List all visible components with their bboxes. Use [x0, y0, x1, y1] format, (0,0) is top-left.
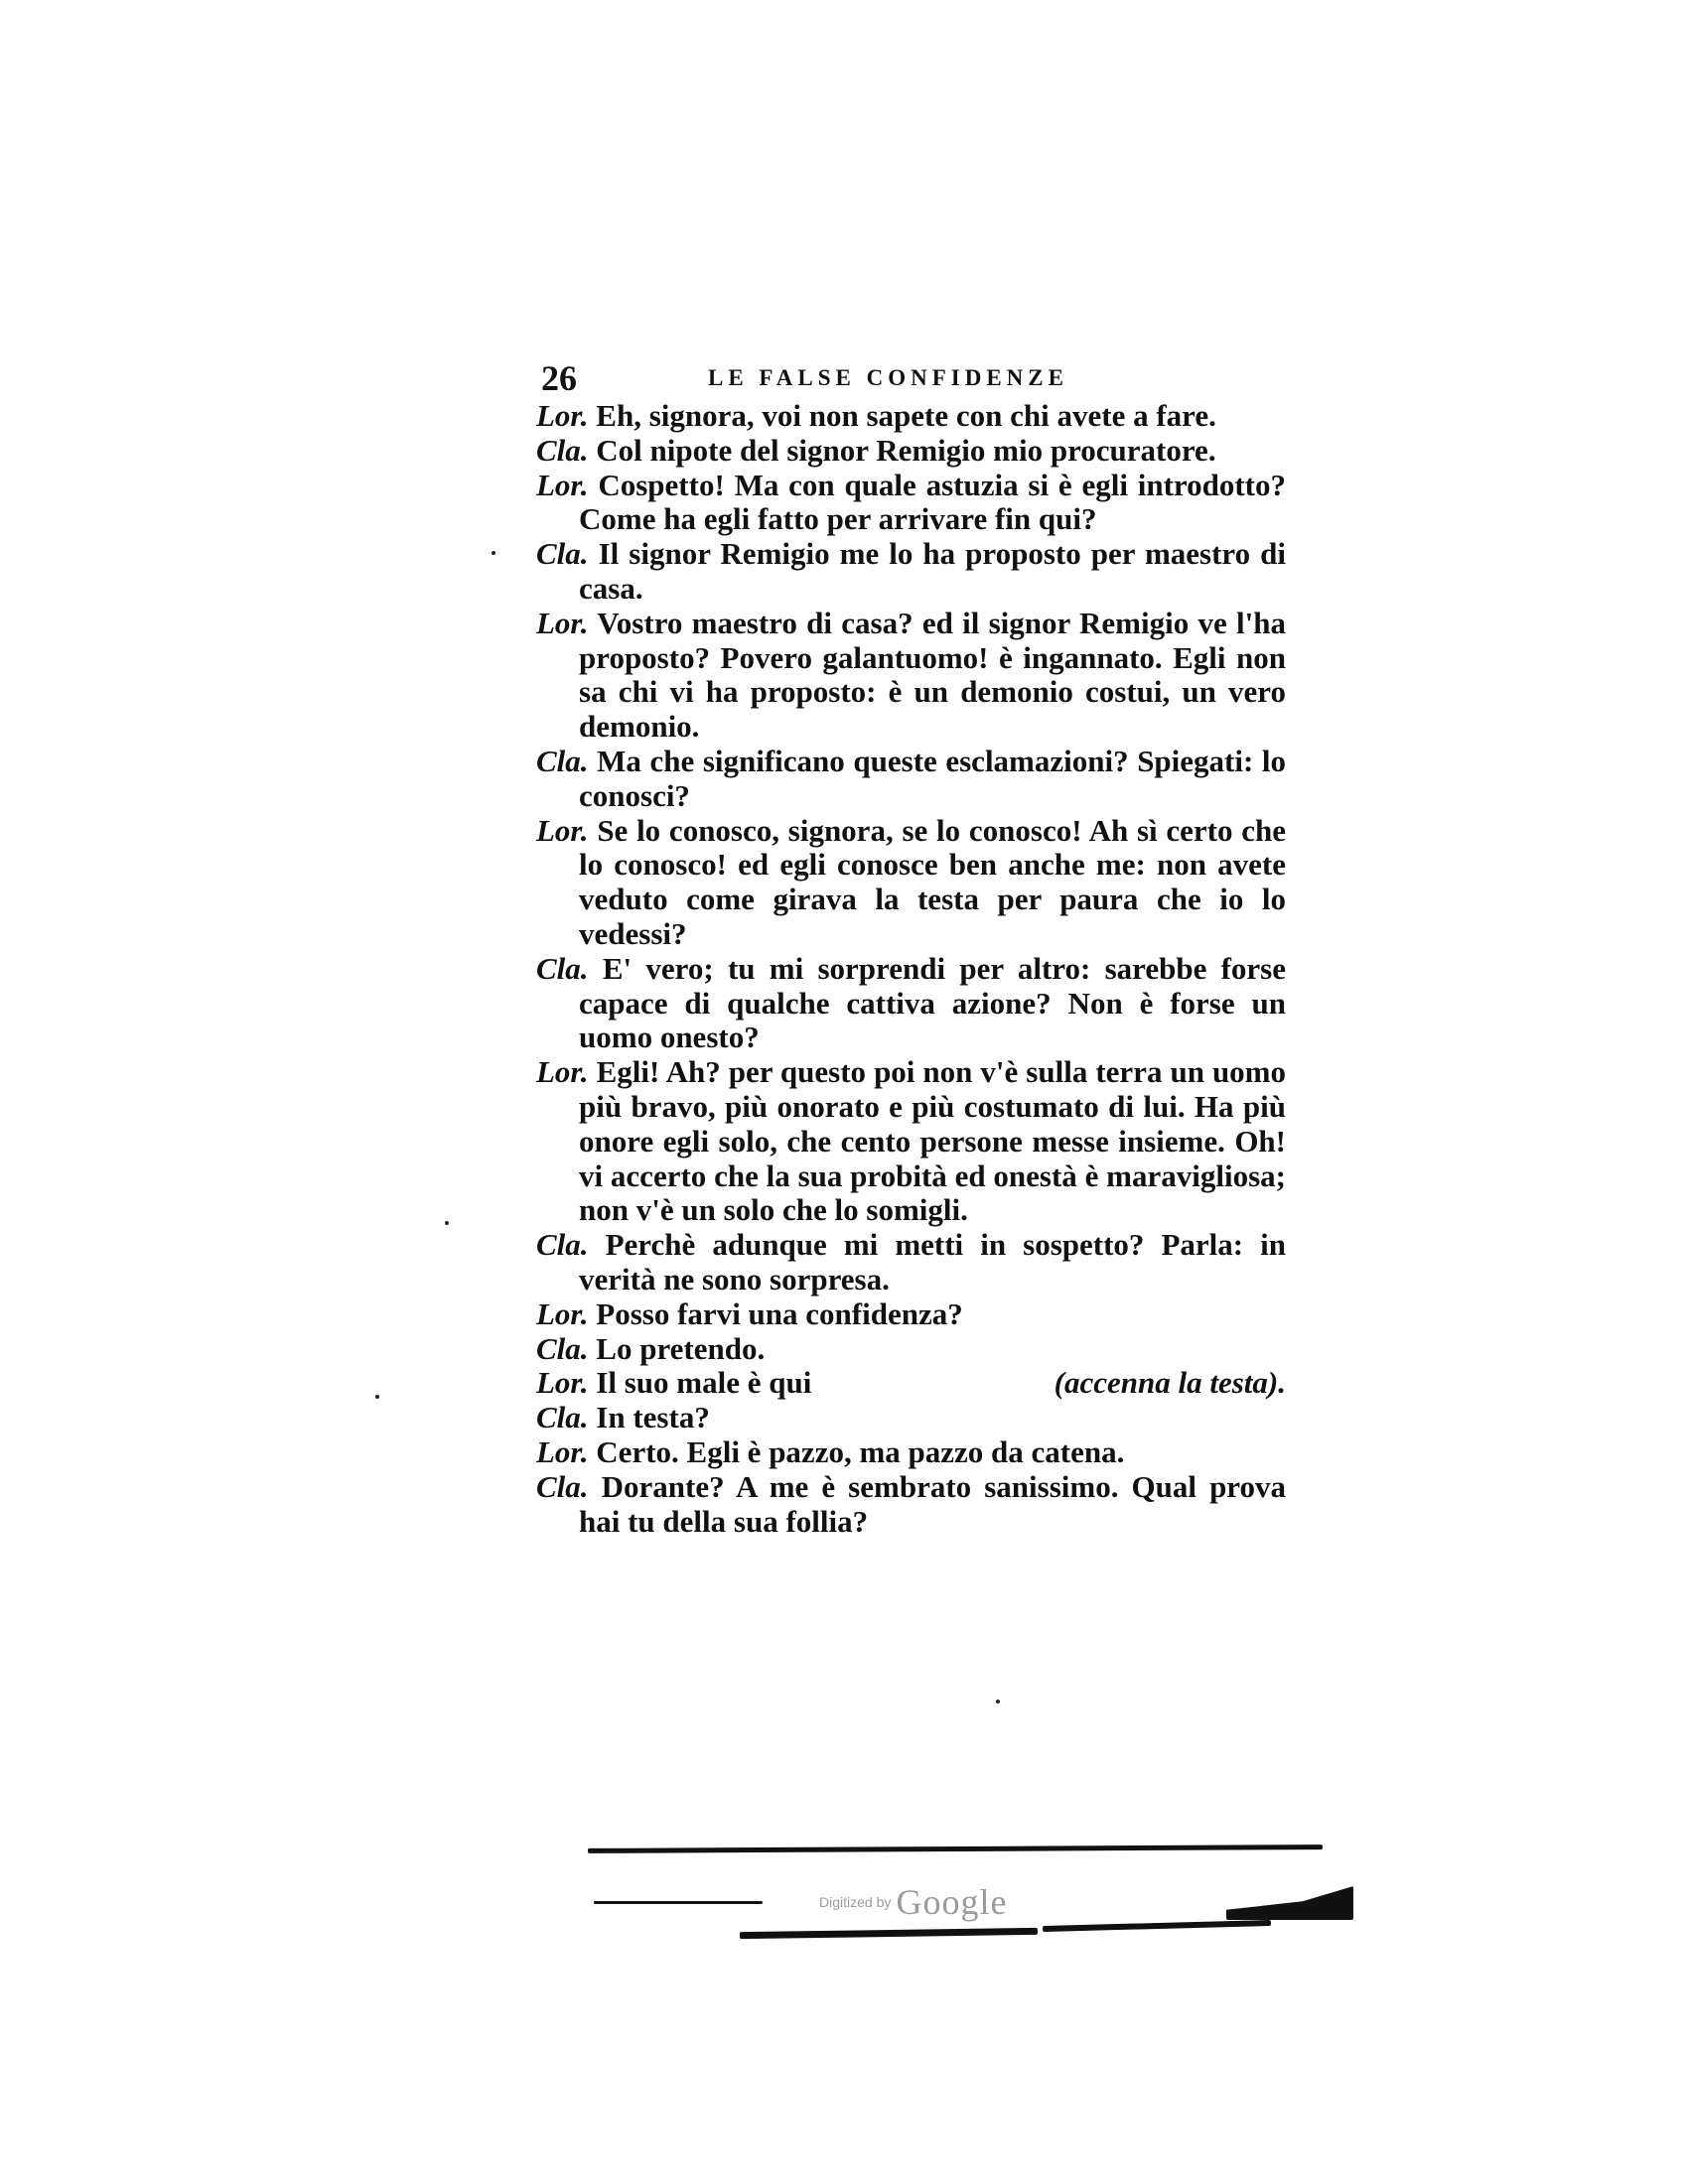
speech-text: Cospetto! Ma con quale astuzia si è egli introdotto? Come ha egli fatto per arrivare fin qui? [579, 467, 1287, 537]
footer-rule [740, 1928, 1038, 1939]
speech-text: Vostro maestro di casa? ed il signor Remigio ve l'ha proposto? Povero galantuomo! è ingannato. Egli non sa chi vi ha proposto: è un demonio costui, un vero demonio. [579, 605, 1286, 745]
speech-line [536, 537, 1286, 607]
digitized-brand: Google [896, 1882, 1008, 1922]
speaker-name: Lor. [536, 1433, 589, 1469]
speech-text: Posso farvi una confidenza? [596, 1296, 963, 1331]
speech-line [536, 1470, 1286, 1540]
stage-direction: (accenna la testa). [1054, 1365, 1286, 1401]
speaker-name: Cla. [536, 1400, 589, 1435]
scan-speck [445, 1221, 449, 1225]
speech-line [536, 1366, 1286, 1401]
speaker-name: Lor. [536, 467, 589, 502]
speech-line [536, 434, 1286, 469]
speech-line [536, 1435, 1286, 1470]
digitized-prefix: Digitized by [819, 1894, 892, 1910]
speech-line [536, 745, 1286, 814]
speaker-name: Cla. [536, 1227, 589, 1263]
speech-line [536, 1055, 1286, 1228]
running-head [541, 357, 1281, 397]
speech-text: E' vero; tu mi sorprendi per altro: sarebbe forse capace di qualche cattiva azione? Non è forse un uomo onesto? [579, 950, 1287, 1055]
speaker-name: Lor. [536, 1296, 589, 1331]
speech-line [536, 469, 1286, 538]
scan-speck [375, 1395, 379, 1399]
dialogue-text [536, 399, 1286, 1539]
speaker-name: Lor. [536, 1054, 589, 1090]
speech-text: Lo pretendo. [596, 1330, 766, 1366]
speech-text: Il suo male è qui [596, 1365, 812, 1401]
speaker-name: Cla. [536, 950, 589, 986]
footer-rule [1043, 1920, 1271, 1932]
speech-line [536, 607, 1286, 745]
speaker-name: Cla. [536, 536, 589, 572]
footer-rule [588, 1844, 1323, 1853]
running-title: LE FALSE CONFIDENZE [708, 365, 1068, 390]
speaker-name: Cla. [536, 1330, 589, 1366]
footer-rule [594, 1901, 763, 1904]
speech-text: Eh, signora, voi non sapete con chi avete a fare. [596, 398, 1216, 433]
scan-speck [996, 1700, 1000, 1704]
speech-line [536, 952, 1286, 1055]
speech-text: Se lo conosco, signora, se lo conosco! Ah sì certo che lo conosco! ed egli conosce ben anche me: non avete veduto come girava la testa per paura che io lo vedessi? [579, 812, 1287, 951]
speech-text: Il signor Remigio me lo ha proposto per maestro di casa. [579, 536, 1287, 606]
speaker-name: Lor. [536, 398, 589, 433]
speech-line [536, 399, 1286, 434]
page-number: 26 [541, 358, 577, 398]
digitized-watermark [819, 1881, 1048, 1927]
speech-text: Certo. Egli è pazzo, ma pazzo da catena. [596, 1433, 1125, 1469]
speaker-name: Lor. [536, 605, 589, 640]
speech-text: Ma che significano queste esclamazioni? Spiegati: lo conosci? [579, 743, 1287, 813]
scan-speck [492, 551, 495, 555]
speech-text: In testa? [596, 1400, 710, 1435]
speaker-name: Cla. [536, 432, 589, 468]
speech-text: Perchè adunque mi metti in sospetto? Parla: in verità ne sono sorpresa. [579, 1227, 1286, 1297]
speech-line [536, 1401, 1286, 1435]
speech-line [536, 1332, 1286, 1367]
speech-text: Egli! Ah? per questo poi non v'è sulla terra un uomo più bravo, più onorato e più costumato di lui. Ha più onore egli solo, che cento persone messe insieme. Oh! vi accerto che la sua probità ed onestà è maravigliosa; non v'è un solo che lo somigli. [579, 1054, 1287, 1228]
speaker-name: Cla. [536, 1468, 589, 1504]
speech-text: Col nipote del signor Remigio mio procuratore. [596, 432, 1216, 468]
speech-line [536, 814, 1286, 952]
speaker-name: Lor. [536, 1365, 589, 1401]
speech-line [536, 1297, 1286, 1332]
speaker-name: Lor. [536, 812, 589, 848]
speech-text: Dorante? A me è sembrato sanissimo. Qual prova hai tu della sua follia? [579, 1468, 1287, 1539]
footer-rule [1226, 1886, 1353, 1920]
speech-line [536, 1228, 1286, 1297]
speaker-name: Cla. [536, 743, 589, 778]
